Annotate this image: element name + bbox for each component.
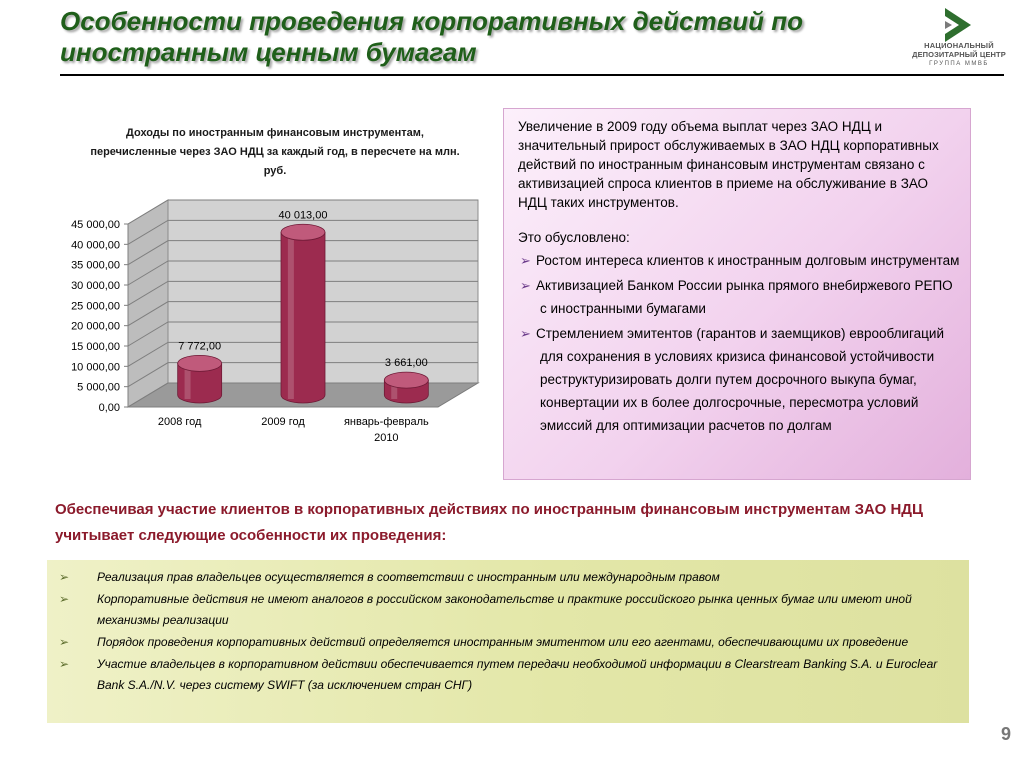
list-item-text: Реализация прав владельцев осуществляется в соответствии с иностранным или международным правом <box>97 570 720 584</box>
arrow-bullet-icon: ➢ <box>59 635 70 649</box>
slide-title: Особенности проведения корпоративных действий по иностранным ценным бумагам <box>60 6 804 67</box>
list-item-text: Корпоративные действия не имеют аналогов в российском законодательстве и практике российского рынка ценных бумаг или имеют иной механизмы реализации <box>97 592 912 627</box>
data-label: 40 013,00 <box>278 209 328 222</box>
ndc-logo-icon <box>941 8 977 42</box>
x-tick-label: 2009 год <box>261 416 305 428</box>
list-item <box>518 274 960 320</box>
x-tick-label: январь-февраль <box>343 416 429 428</box>
y-tick-label: 0,00 <box>98 402 120 414</box>
section-subheading: Обеспечивая участие клиентов в корпоративных действиях по иностранным финансовым инструментам ЗАО НДЦ учитывает следующие особенности их проведения: <box>55 501 923 544</box>
y-tick-label: 30 000,00 <box>71 280 120 292</box>
y-tick-label: 5 000,00 <box>77 381 120 394</box>
arrow-bullet-icon: ➢ <box>520 253 531 268</box>
x-tick-label: 2008 год <box>157 416 202 428</box>
list-item <box>518 249 960 272</box>
bar-top <box>178 355 222 371</box>
y-tick-label: 10 000,00 <box>71 361 120 374</box>
list-item <box>59 567 959 588</box>
y-tick-label: 45 000,00 <box>71 219 120 231</box>
list-item <box>518 322 960 437</box>
list-item-text: Активизацией Банком России рынка прямого внебиржевого РЕПО с иностранными бумагами <box>536 278 953 316</box>
logo-line-2: ДЕПОЗИТАРНЫЙ ЦЕНТР <box>912 50 1006 59</box>
data-label: 3 661,00 <box>384 357 428 370</box>
chart-plot <box>60 110 500 460</box>
chart-side-wall <box>128 200 168 407</box>
income-chart <box>60 110 500 460</box>
arrow-bullet-icon: ➢ <box>520 326 531 341</box>
arrow-bullet-icon: ➢ <box>59 570 70 584</box>
list-item-text: Участие владельцев в корпоративном действии обеспечивается путем передачи необходимой информации в Clearstream Banking S.A. и Euroclear Bank S.A./N.V. через систему SWIFT (за исключением стран СНГ) <box>97 657 938 692</box>
list-item <box>59 654 959 696</box>
logo-line-1: НАЦИОНАЛЬНЫЙ <box>924 41 994 50</box>
title-divider <box>60 74 1004 76</box>
list-item-text: Ростом интереса клиентов к иностранным долговым инструментам <box>536 253 960 268</box>
info-intro: Увеличение в 2009 году объема выплат через ЗАО НДЦ и значительный прирост обслуживаемых в ЗАО НДЦ корпоративных действий по иностранным финансовым инструментам связано с активизацией спроса клиентов в приеме на обслуживание в ЗАО НДЦ таких инструментов. <box>518 119 939 210</box>
y-tick-label: 40 000,00 <box>71 239 120 252</box>
x-tick-label: 2010 <box>374 432 399 444</box>
bar-top <box>281 224 325 240</box>
info-box <box>503 108 971 480</box>
page-number: 9 <box>1000 724 1011 744</box>
info-lead: Это обусловлено: <box>518 230 630 245</box>
list-item <box>59 589 959 631</box>
y-tick-label: 25 000,00 <box>71 300 120 313</box>
y-tick-label: 20 000,00 <box>71 320 120 333</box>
y-tick-label: 35 000,00 <box>71 259 120 272</box>
chart-title: Доходы по иностранным финансовым инструментам, перечисленные через ЗАО НДЦ за каждый год, в пересчете на млн. руб. <box>90 127 460 177</box>
list-item-text: Стремлением эмитентов (гарантов и заемщиков) еврооблигаций для сохранения в условиях кризиса финансовой устойчивости реструктуризировать долги путем досрочного выкупа бумаг, конвертации их в более долгосрочные, пересмотра условий эмиссий для оптимизации расчетов по долгам <box>536 326 944 433</box>
data-label: 7 772,00 <box>178 340 222 353</box>
bar-top <box>384 372 428 388</box>
logo-line-3: ГРУППА ММВБ <box>929 61 989 67</box>
arrow-bullet-icon: ➢ <box>520 278 531 293</box>
y-tick-label: 15 000,00 <box>71 341 120 353</box>
company-logo <box>905 8 1013 72</box>
features-box <box>47 560 969 723</box>
list-item <box>59 632 959 653</box>
list-item-text: Порядок проведения корпоративных действий определяется иностранным эмитентом или его агентами, обеспечивающими их проведение <box>97 635 909 649</box>
bar <box>281 232 325 403</box>
arrow-bullet-icon: ➢ <box>59 657 70 671</box>
arrow-bullet-icon: ➢ <box>59 592 70 606</box>
